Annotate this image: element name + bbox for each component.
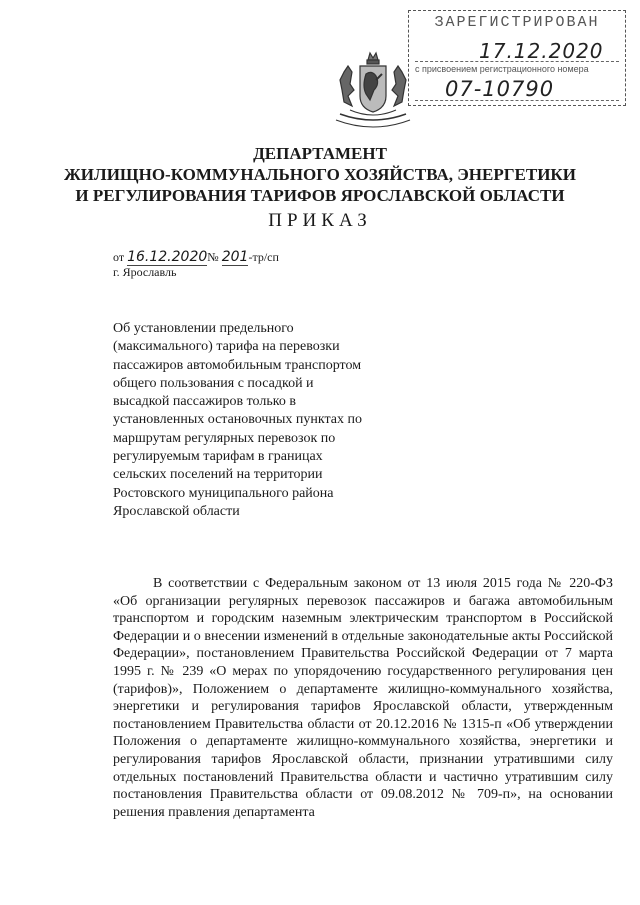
order-date: 16.12.2020 <box>127 249 208 265</box>
yaroslavl-coat-of-arms-icon <box>330 50 416 134</box>
department-name-line-1: ДЕПАРТАМЕНТ <box>253 144 387 163</box>
stamp-note: с присвоением регистрационного номера <box>415 64 589 74</box>
body-paragraph: В соответствии с Федеральным законом от 13 июля 2015 года № 220-ФЗ «Об организации регулярных перевозок пассажиров и багажа автомобильным транспортом и городским наземным электрическим транспортом в Российской Федерации и о внесении изменений в отдельные законодательные акты Российской Федерации», постановлением Правительства Российской Федерации от 7 марта 1995 г. № 239 «О мерах по упорядочению государственного регулирования цен (тарифов)», Положением о департаменте жилищно-коммунального хозяйства, энергетики и регулирования тарифов Ярославской области, утвержденным постановлением Правительства области от 20.12.2016 № 1315-п «Об утверждении Положения о департаменте жилищно-коммунального хозяйства, энергетики и регулирования тарифов Ярославской области, признании утратившими силу отдельных постановлений Правительства области и частично утратившим силу постановления Правительства области от 09.08.2012 № 709-п», на основании решения правления департамента <box>113 576 613 820</box>
stamp-divider <box>415 100 619 101</box>
registration-stamp <box>408 10 626 106</box>
order-date-line <box>113 249 279 265</box>
city: г. Ярославль <box>113 265 177 279</box>
order-subject: Об установлении предельного (максимального) тарифа на перевозки пассажиров автомобильным транспортом общего пользования с посадкой и высадкой пассажиров только в установленных остановочных пунктах по маршрутам регулярных перевозок по регулируемым тарифам в границах сельских поселений на территории Ростовского муниципального района Ярославской области <box>113 321 362 519</box>
number-label: № <box>207 250 219 264</box>
stamp-number: 07-10790 <box>445 77 555 101</box>
stamp-date: 17.12.2020 <box>479 39 604 63</box>
document-type: ПРИКАЗ <box>268 210 372 231</box>
order-number: 201 <box>221 249 249 265</box>
department-name-line-2: ЖИЛИЩНО-КОММУНАЛЬНОГО ХОЗЯЙСТВА, ЭНЕРГЕТИКИ <box>64 165 576 184</box>
from-label: от <box>113 250 125 264</box>
stamp-title: ЗАРЕГИСТРИРОВАН <box>434 14 600 31</box>
department-name-line-3: И РЕГУЛИРОВАНИЯ ТАРИФОВ ЯРОСЛАВСКОЙ ОБЛАСТИ <box>75 186 565 205</box>
order-number-suffix: -тр/сп <box>248 250 279 264</box>
stamp-divider <box>415 61 619 62</box>
